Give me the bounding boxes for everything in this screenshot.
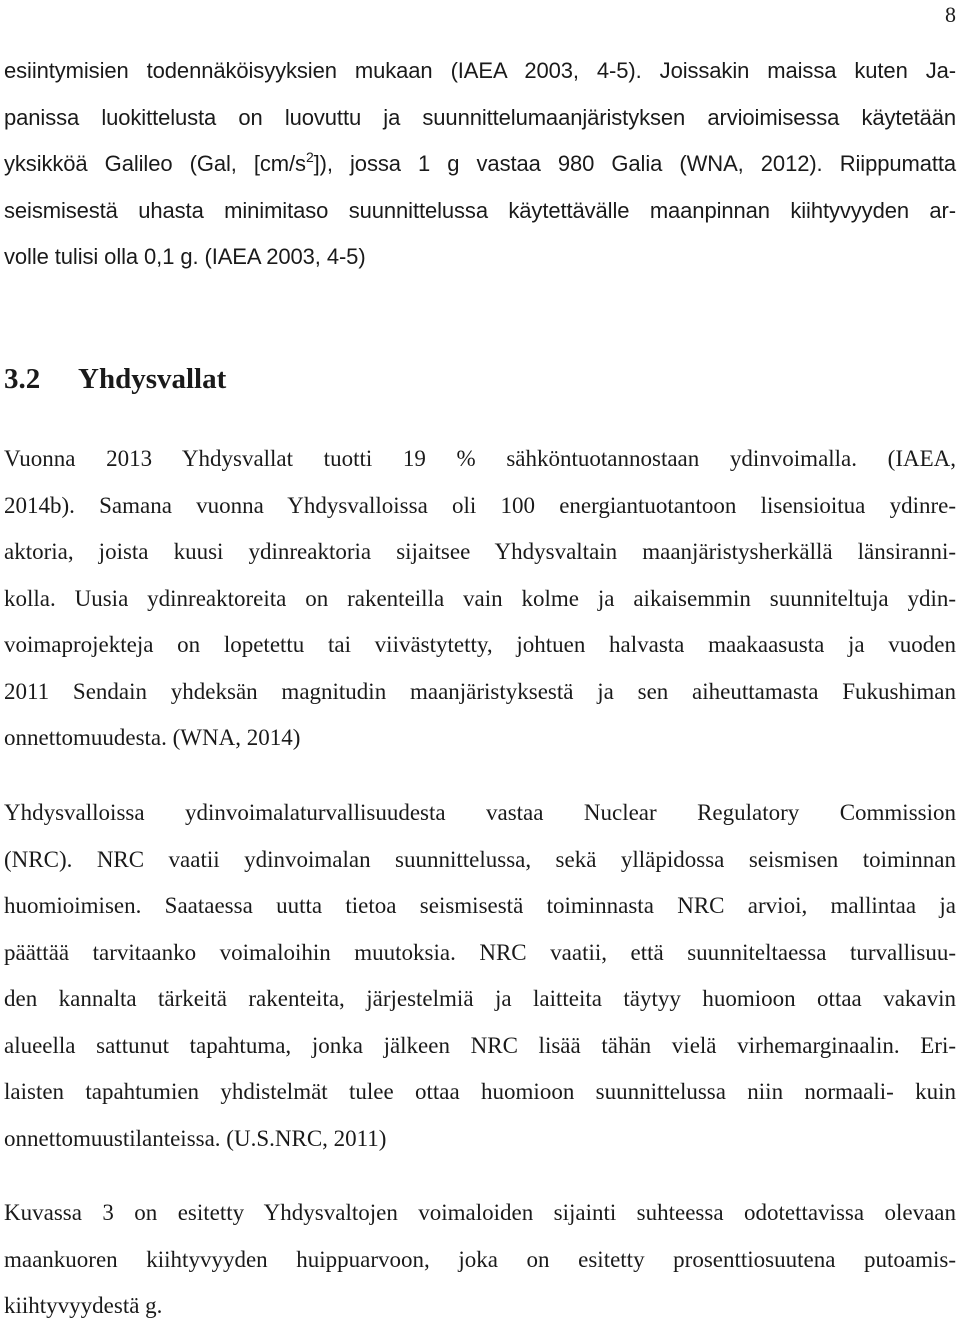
paragraph-3 [4,1190,956,1330]
page-number: 8 [945,2,956,27]
text-line: huomioimisen. Saataessa uutta tietoa seismisestä toiminnasta NRC arvioi, mallintaa ja [4,893,956,918]
section-heading [4,356,226,402]
text-line: kiihtyvyydestä g. [4,1293,163,1318]
text-line: maankuoren kiihtyvyyden huippuarvoon, joka on esitetty prosenttiosuutena putoamis- [4,1246,956,1272]
text-line: onnettomuudesta. (WNA, 2014) [4,725,301,750]
text-line: Yhdysvalloissa ydinvoimalaturvallisuudesta vastaa Nuclear Regulatory Commission [4,800,956,825]
text-line: seismisestä uhasta minimitaso suunnittelussa käytettävälle maanpinnan kiihtyvyyden ar- [4,197,956,223]
paragraph-1 [4,436,956,762]
text-fragment: ]), jossa 1 g vastaa 980 Galia (WNA, 2012). Riippumatta [313,151,956,176]
text-line: den kannalta tärkeitä rakenteita, järjestelmiä ja laitteita täytyy huomioon ottaa vakavin [4,986,956,1011]
text-line: aktoria, joista kuusi ydinreaktoria sijaitsee Yhdysvaltain maanjäristysherkällä länsiranni- [4,539,956,564]
text-line: alueella sattunut tapahtuma, jonka jälkeen NRC lisää tähän vielä virhemarginaalin. Eri- [4,1032,956,1058]
text-line: onnettomuustilanteissa. (U.S.NRC, 2011) [4,1125,387,1151]
paragraph-2 [4,790,956,1162]
text-fragment: yksikköä Galileo (Gal, [cm/s [4,151,306,176]
text-line [4,141,956,188]
text-line: 2014b). Samana vuonna Yhdysvalloissa oli 100 energiantuotantoon lisensioitua ydinre- [4,492,956,518]
text-line: kolla. Uusia ydinreaktoreita on rakenteilla vain kolme ja aikaisemmin suunniteltuja ydin- [4,585,956,611]
text-line: Vuonna 2013 Yhdysvallat tuotti 19 % sähköntuotannostaan ydinvoimalla. (IAEA, [4,446,956,471]
intro-paragraph [4,48,956,281]
text-line: päättää tarvitaanko voimaloihin muutoksia. NRC vaatii, että suunniteltaessa turvallisuu- [4,939,956,965]
section-title: Yhdysvallat [78,363,227,395]
section-number: 3.2 [4,363,41,395]
text-line: 2011 Sendain yhdeksän magnitudin maanjäristyksestä ja sen aiheuttamasta Fukushiman [4,678,956,704]
text-line: voimaprojekteja on lopetettu tai viivästytetty, johtuen halvasta maakaasusta ja vuoden [4,632,956,657]
text-line: volle tulisi olla 0,1 g. (IAEA 2003, 4-5) [4,244,366,269]
text-line: Kuvassa 3 on esitetty Yhdysvaltojen voimaloiden sijainti suhteessa odotettavissa olevaan [4,1200,956,1225]
superscript: 2 [305,149,314,165]
text-line: (NRC). NRC vaatii ydinvoimalan suunnittelussa, sekä ylläpidossa seismisen toiminnan [4,846,956,872]
text-line: panissa luokittelusta on luovuttu ja suunnittelumaanjäristyksen arvioimisessa käytetään [4,104,956,130]
text-line: esiintymisien todennäköisyyksien mukaan (IAEA 2003, 4-5). Joissakin maissa kuten Ja- [4,58,956,83]
text-line: laisten tapahtumien yhdistelmät tulee ottaa huomioon suunnittelussa niin normaali- kuin [4,1079,956,1104]
